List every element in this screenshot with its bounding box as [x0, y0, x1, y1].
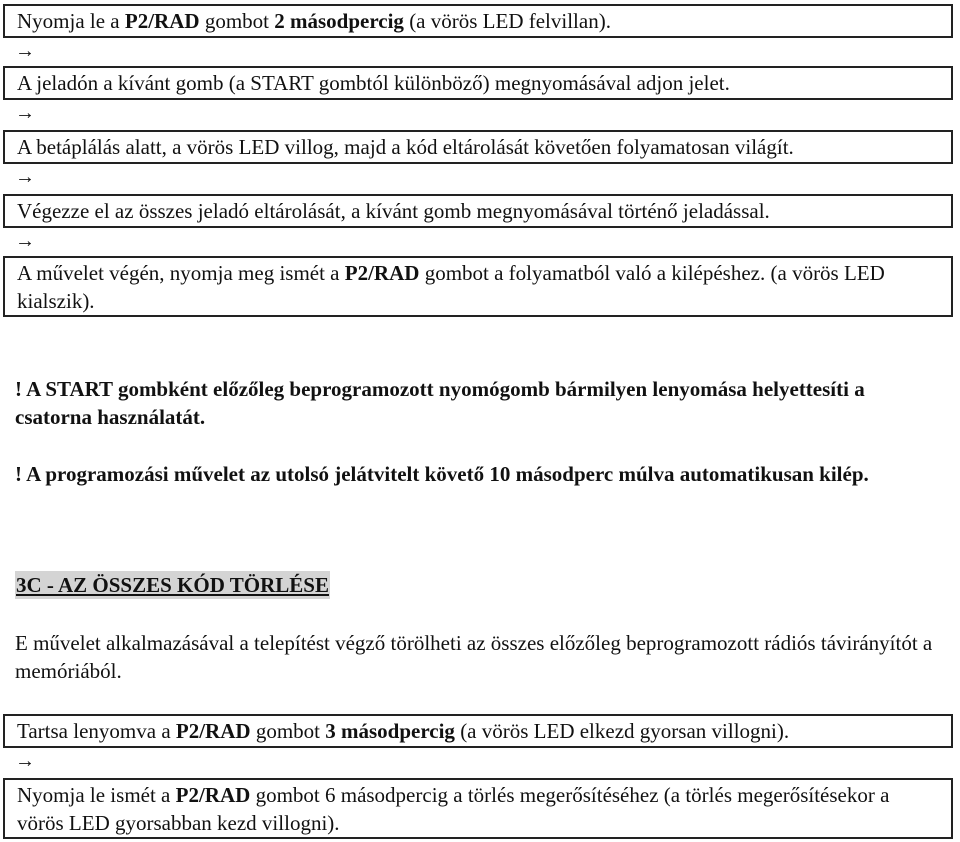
step-text: gombot 6 másodpercig a törlés megerősítéséhez (a törlés megerősítésekor a vörös LED gyorsabban kezd villogni).	[17, 783, 890, 835]
section-intro: E művelet alkalmazásával a telepítést végző törölheti az összes előzőleg beprogramozott rádiós távirányítót a memóriából.	[15, 631, 933, 683]
step-box-3	[3, 130, 953, 164]
delete-step-box-1	[3, 714, 953, 748]
step-text: Nyomja le ismét a	[17, 783, 176, 807]
step-text: Tartsa lenyomva a	[17, 719, 176, 743]
step-box-4	[3, 194, 953, 228]
arrow-icon: →	[15, 230, 35, 252]
step-text: (a vörös LED felvillan).	[403, 9, 611, 33]
step-box-5	[3, 256, 953, 317]
step-text: 3 másodpercig	[325, 719, 455, 743]
arrow-icon: →	[15, 750, 35, 772]
step-text: A művelet végén, nyomja meg ismét a	[17, 261, 345, 285]
step-text: 2 másodpercig	[274, 9, 404, 33]
step-text: P2/RAD	[124, 9, 200, 33]
step-text: gombot	[199, 9, 275, 33]
step-text: P2/RAD	[175, 783, 251, 807]
step-text: (a vörös LED elkezd gyorsan villogni).	[454, 719, 790, 743]
step-text: P2/RAD	[344, 261, 420, 285]
arrow-icon: →	[15, 102, 35, 124]
step-box-2	[3, 66, 953, 100]
step-text: P2/RAD	[175, 719, 251, 743]
section-heading: 3C - AZ ÖSSZES KÓD TÖRLÉSE	[16, 573, 329, 597]
step-text: A betáplálás alatt, a vörös LED villog, majd a kód eltárolását követően folyamatosan világít.	[17, 135, 794, 159]
step-text: Végezze el az összes jeladó eltárolását, a kívánt gomb megnyomásával történő jeladással.	[17, 199, 770, 223]
note-start-button: ! A START gombként előzőleg beprogramozott nyomógomb bármilyen lenyomása helyettesíti a csatorna használatát.	[15, 377, 865, 429]
note-auto-exit: ! A programozási művelet az utolsó jelátvitelt követő 10 másodperc múlva automatikusan kilép.	[15, 462, 869, 486]
delete-step-box-2	[3, 778, 953, 839]
step-text: gombot	[250, 719, 326, 743]
step-box-1	[3, 4, 953, 38]
step-text: gombot a folyamatból való a kilépéshez. (a vörös LED kialszik).	[17, 261, 885, 313]
step-text: Nyomja le a	[17, 9, 125, 33]
arrow-icon: →	[15, 166, 35, 188]
arrow-icon: →	[15, 40, 35, 62]
step-text: A jeladón a kívánt gomb (a START gombtól különböző) megnyomásával adjon jelet.	[17, 71, 730, 95]
